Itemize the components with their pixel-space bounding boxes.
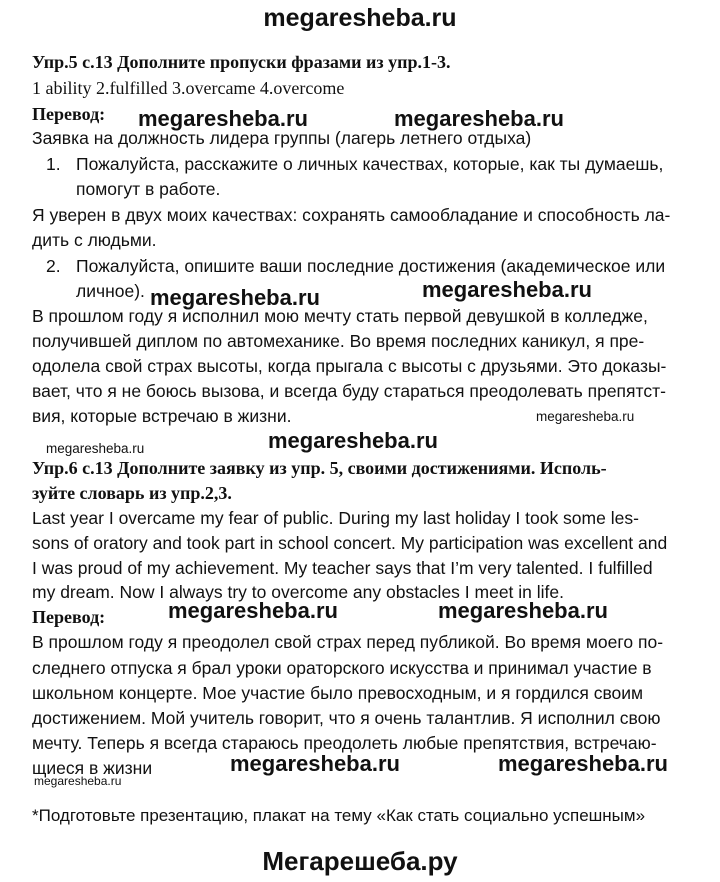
question-number: 2. — [46, 256, 61, 276]
text-line: вия, которые встречаю в жизни. — [32, 406, 292, 426]
russian-line: достижением. Мой учитель говорит, что я очень талантлив. Я исполнил свою — [32, 708, 661, 728]
russian-line: щиеся в жизни — [32, 758, 153, 778]
footer-brand: Мегарешеба.ру — [262, 846, 458, 876]
section5-translation-label: Перевод: — [32, 104, 106, 124]
text-line: В прошлом году я исполнил мою мечту стать первой девушкой в колледже, — [32, 306, 648, 326]
question-item — [46, 154, 664, 175]
question-item — [46, 256, 666, 277]
watermark: megaresheba.ru — [422, 277, 592, 302]
russian-line: В прошлом году я преодолел свой страх перед публикой. Во время моего по- — [32, 632, 664, 652]
question-number: 1. — [46, 154, 61, 174]
russian-line: следнего отпуска я брал уроки ораторского искусства и принимал участие в — [32, 658, 652, 678]
question-text: Пожалуйста, опишите ваши последние достижения (академическое или — [76, 256, 666, 276]
russian-line: мечту. Теперь я всегда стараюсь преодолеть любые препятствия, встречаю- — [32, 733, 657, 753]
section6-heading-continued: зуйте словарь из упр.2,3. — [32, 483, 232, 503]
watermark: megaresheba.ru — [138, 106, 308, 131]
watermark: megaresheba.ru — [536, 409, 635, 424]
watermark: megaresheba.ru — [438, 598, 608, 623]
english-line: I was proud of my achievement. My teacher says that I’m very talented. I fulfilled — [32, 558, 653, 578]
english-line: Last year I overcame my fear of public. During my last holiday I took some les- — [32, 508, 639, 528]
section5-answers: 1 ability 2.fulfilled 3.overcame 4.overcome — [32, 78, 345, 98]
text-line: Заявка на должность лидера группы (лагерь летнего отдыха) — [32, 128, 532, 148]
russian-line: школьном концерте. Мое участие было превосходным, и я гордился своим — [32, 683, 644, 703]
watermark: megaresheba.ru — [268, 428, 438, 453]
watermark: megaresheba.ru — [230, 751, 400, 776]
watermark: megaresheba.ru — [498, 751, 668, 776]
watermark: megaresheba.ru — [34, 774, 122, 788]
question-text-continued: помогут в работе. — [76, 179, 221, 199]
text-line: одолела свой страх высоты, когда прыгала с высоты с друзьями. Это доказы- — [32, 356, 667, 376]
text-line: дить с людьми. — [32, 230, 157, 250]
section5-heading: Упр.5 с.13 Дополните пропуски фразами из упр.1-3. — [32, 52, 451, 72]
task-note: *Подготовьте презентацию, плакат на тему «Как стать социально успешным» — [32, 806, 646, 825]
question-text-continued: личное). — [76, 281, 145, 301]
english-line: sons of oratory and took part in school concert. My participation was excellent and — [32, 533, 668, 553]
watermark: megaresheba.ru — [150, 285, 320, 310]
watermark: megaresheba.ru — [394, 106, 564, 131]
text-line: Я уверен в двух моих качествах: сохранять самообладание и способность ла- — [32, 205, 671, 225]
section6-translation-label: Перевод: — [32, 607, 106, 627]
english-line: my dream. Now I always try to overcome any obstacles I meet in life. — [32, 582, 564, 602]
question-text: Пожалуйста, расскажите о личных качествах, которые, как ты думаешь, — [76, 154, 664, 174]
watermark: megaresheba.ru — [168, 598, 338, 623]
site-header: megaresheba.ru — [263, 4, 457, 32]
text-line: вает, что я не боюсь вызова, и всегда буду стараться преодолевать препятст- — [32, 381, 666, 401]
text-line: получившей диплом по автомеханике. Во время последних каникул, я пре- — [32, 331, 645, 351]
watermark: megaresheba.ru — [46, 441, 145, 456]
section6-heading: Упр.6 с.13 Дополните заявку из упр. 5, своими достижениями. Исполь- — [32, 458, 607, 478]
